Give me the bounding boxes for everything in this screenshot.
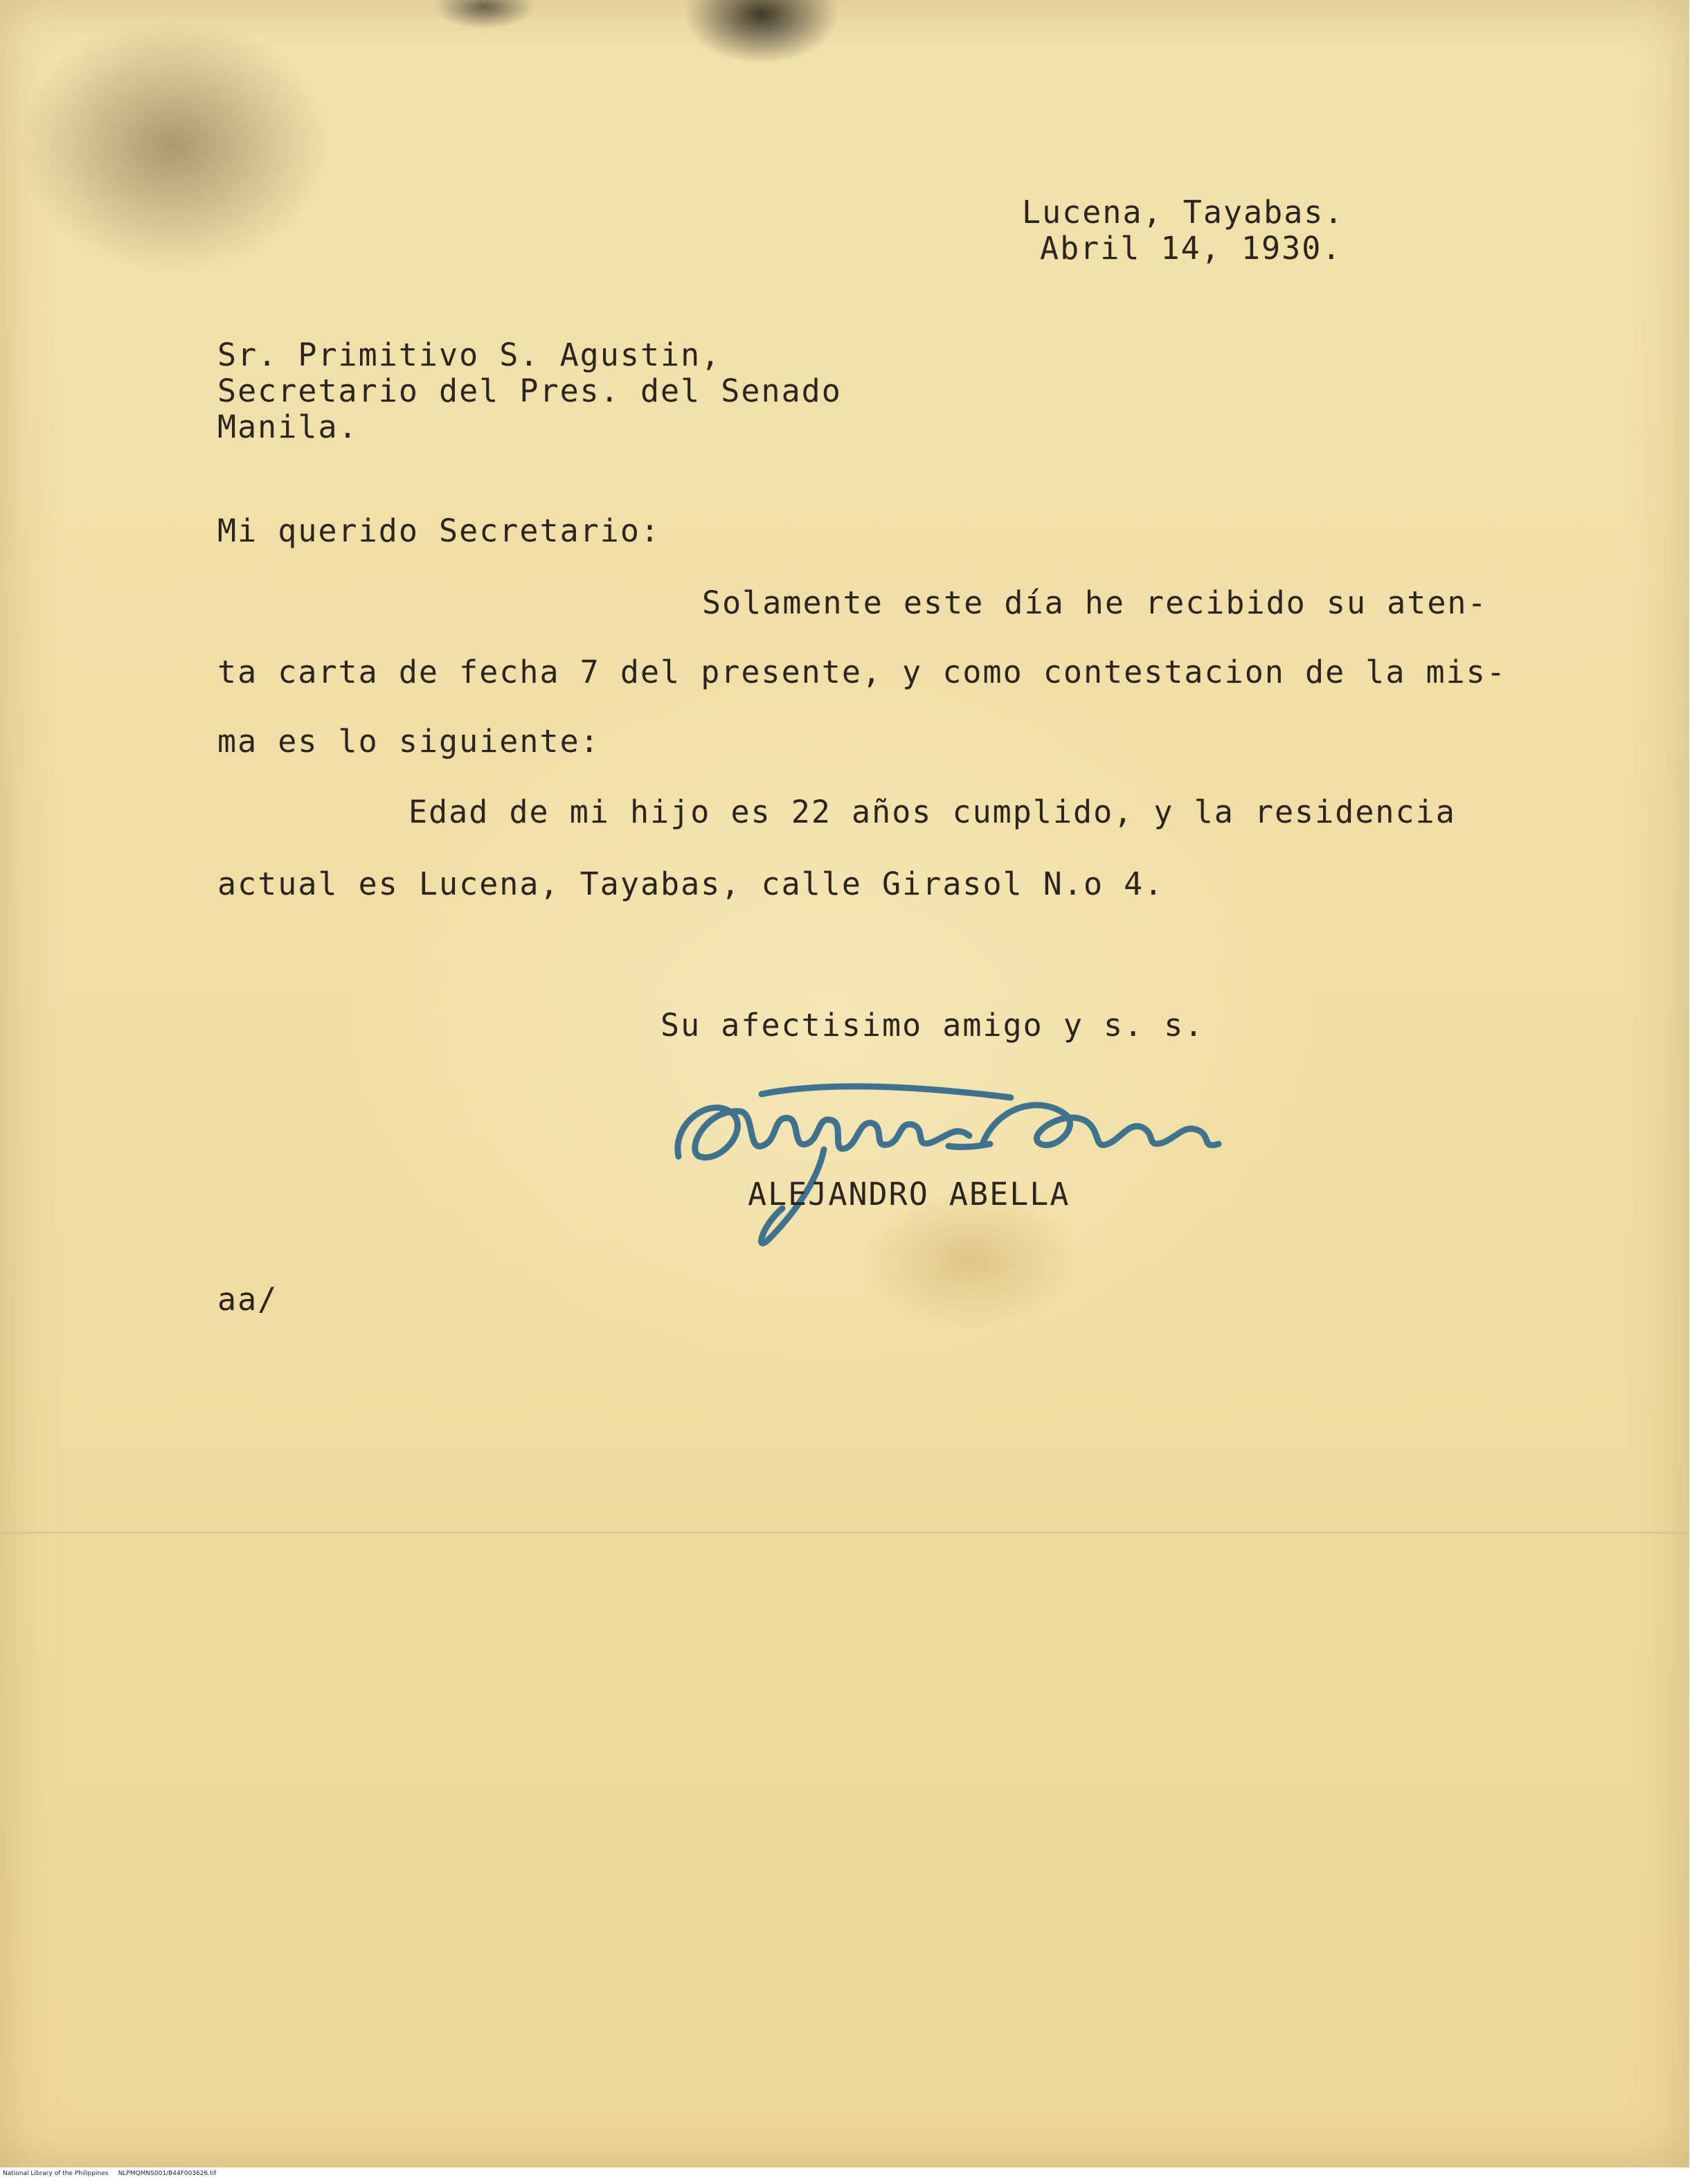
body-line-5: actual es Lucena, Tayabas, calle Girasol N.o 4. (217, 866, 1165, 902)
recipient-line-3: Manila. (217, 409, 359, 445)
recipient-line-1: Sr. Primitivo S. Agustin, (217, 337, 721, 373)
archive-label: National Library of the Philippines NLPMQMNS001/B44F003626.tif (3, 2170, 217, 2177)
handwritten-signature (651, 1066, 1246, 1274)
scan-margin-strip (0, 2167, 1699, 2184)
paper-fold-line (0, 1532, 1689, 1534)
typed-signature-name: ALEJANDRO ABELLA (748, 1176, 1070, 1212)
body-line-4: Edad de mi hijo es 22 años cumplido, y la residencia (408, 794, 1456, 830)
body-line-2: ta carta de fecha 7 del presente, y como contestacion de la mis- (217, 654, 1507, 690)
salutation: Mi querido Secretario: (217, 512, 661, 549)
closing: Su afectisimo amigo y s. s. (660, 1007, 1205, 1044)
letter-place: Lucena, Tayabas. (1022, 194, 1345, 231)
body-line-3: ma es lo siguiente: (217, 723, 600, 760)
body-line-1: Solamente este día he recibido su aten- (702, 584, 1488, 621)
typist-initials: aa/ (217, 1281, 278, 1318)
letter-date: Abril 14, 1930. (1040, 230, 1342, 267)
recipient-line-2: Secretario del Pres. del Senado (217, 373, 842, 409)
